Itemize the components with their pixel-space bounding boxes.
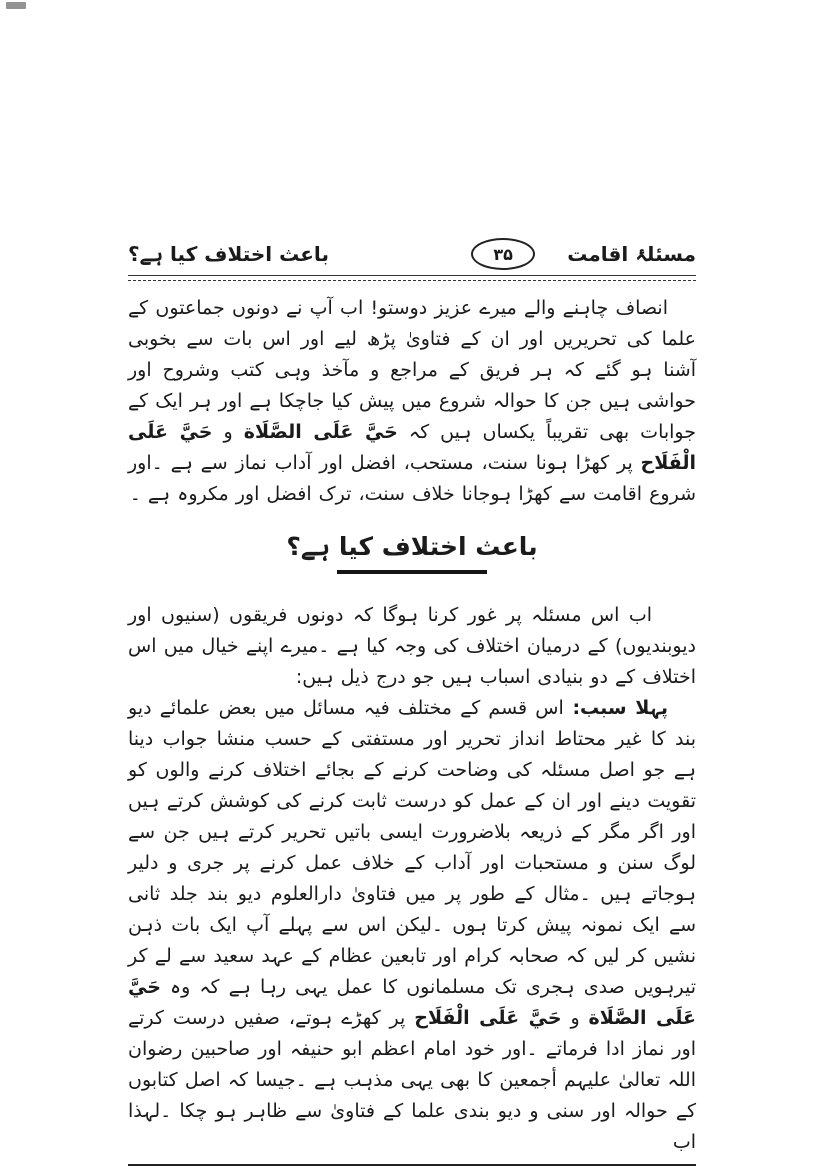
page-number: ۳۵ — [493, 244, 513, 264]
running-header — [128, 236, 696, 272]
header-divider — [128, 275, 696, 281]
scan-artifact — [6, 2, 26, 9]
paragraph-first-reason: پہلا سبب: اس قسم کے مختلف فیہ مسائل میں بعض علمائے دیو بند کا غیر محتاط انداز تحریر اور مستفتی کے حسب منشا جواب دینا ہے جو اصل مسئلہ کی وضاحت کرنے کے بجائے اختلاف کرنے والوں کو تقویت دینے اور ان کے عمل کو درست ثابت کرنے کی کوشش کرتے ہیں اور اگر مگر کے ذریعہ بلاضرورت ایسی باتیں تحریر کرتے ہیں جن سے لوگ سنن و مستحبات اور آداب کے خلاف عمل کرنے پر جری و دلیر ہوجاتے ہیں ۔مثال کے طور پر میں فتاویٰ دارالعلوم دیو بند جلد ثانی سے ایک نمونہ پیش کرتا ہوں ۔لیکن اس سے پہلے آپ ایک بات ذہن نشیں کر لیں کہ صحابہ کرام اور تابعین عظام کے عہد سعید سے لے کر تیرہویں صدی ہجری تک مسلمانوں کا عمل یہی رہا ہے کہ وہ حَيَّ عَلَى الصَّلَاة و حَيَّ عَلَى الْفَلَاح پر کھڑے ہوتے، صفیں درست کرتے اور نماز ادا فرماتے ۔اور خود امام اعظم ابو حنیفہ اور صاحبین رضوان اللہ تعالیٰ علیہم أجمعین کا بھی یہی مذہب ہے ۔جیسا کہ اصل کتابوں کے حوالہ اور سنی و دیو بندی علما کے فتاویٰ سے ظاہر ہو چکا ۔لہذا اب — [128, 697, 696, 1153]
section-heading-underline — [337, 570, 487, 574]
page-content — [128, 236, 696, 1166]
header-book-title: مسئلۂ اقامت — [567, 242, 696, 266]
section-heading: باعث اختلاف کیا ہے؟ — [286, 532, 538, 561]
page-number-badge — [471, 238, 535, 270]
paragraph-question: اب اس مسئلہ پر غور کرنا ہوگا کہ دونوں فریقوں (سنیوں اور دیوبندیوں) کے درمیان اختلاف کی وجہ کیا ہے ۔میرے اپنے خیال میں اس اختلاف کے دو بنیادی اسباب ہیں جو درج ذیل ہیں: — [128, 604, 696, 688]
header-chapter-title: باعث اختلاف کیا ہے؟ — [128, 242, 329, 266]
section-heading-block — [128, 530, 696, 574]
paragraph-intro: انصاف چاہنے والے میرے عزیز دوستو! اب آپ نے دونوں جماعتوں کے علما کی تحریریں اور ان کے فتاویٰ پڑھ لیے اور اس بات سے بخوبی آشنا ہو گئے کہ ہر فریق کے مراجع و مآخذ وہی کتب وشروح اور حواشی ہیں جن کا حوالہ شروع میں پیش کیا جاچکا ہے اور ہر ایک کے جوابات بھی تقریباً یکساں ہیں کہ حَيَّ عَلَى الصَّلَاة و حَيَّ عَلَى الْفَلَاح پر کھڑا ہونا سنت، مستحب، افضل اور آداب نماز سے ہے ۔اور شروع اقامت سے کھڑا ہوجانا خلاف سنت، ترک افضل اور مکروہ ہے ۔ — [128, 297, 696, 505]
bottom-divider — [128, 1164, 696, 1166]
